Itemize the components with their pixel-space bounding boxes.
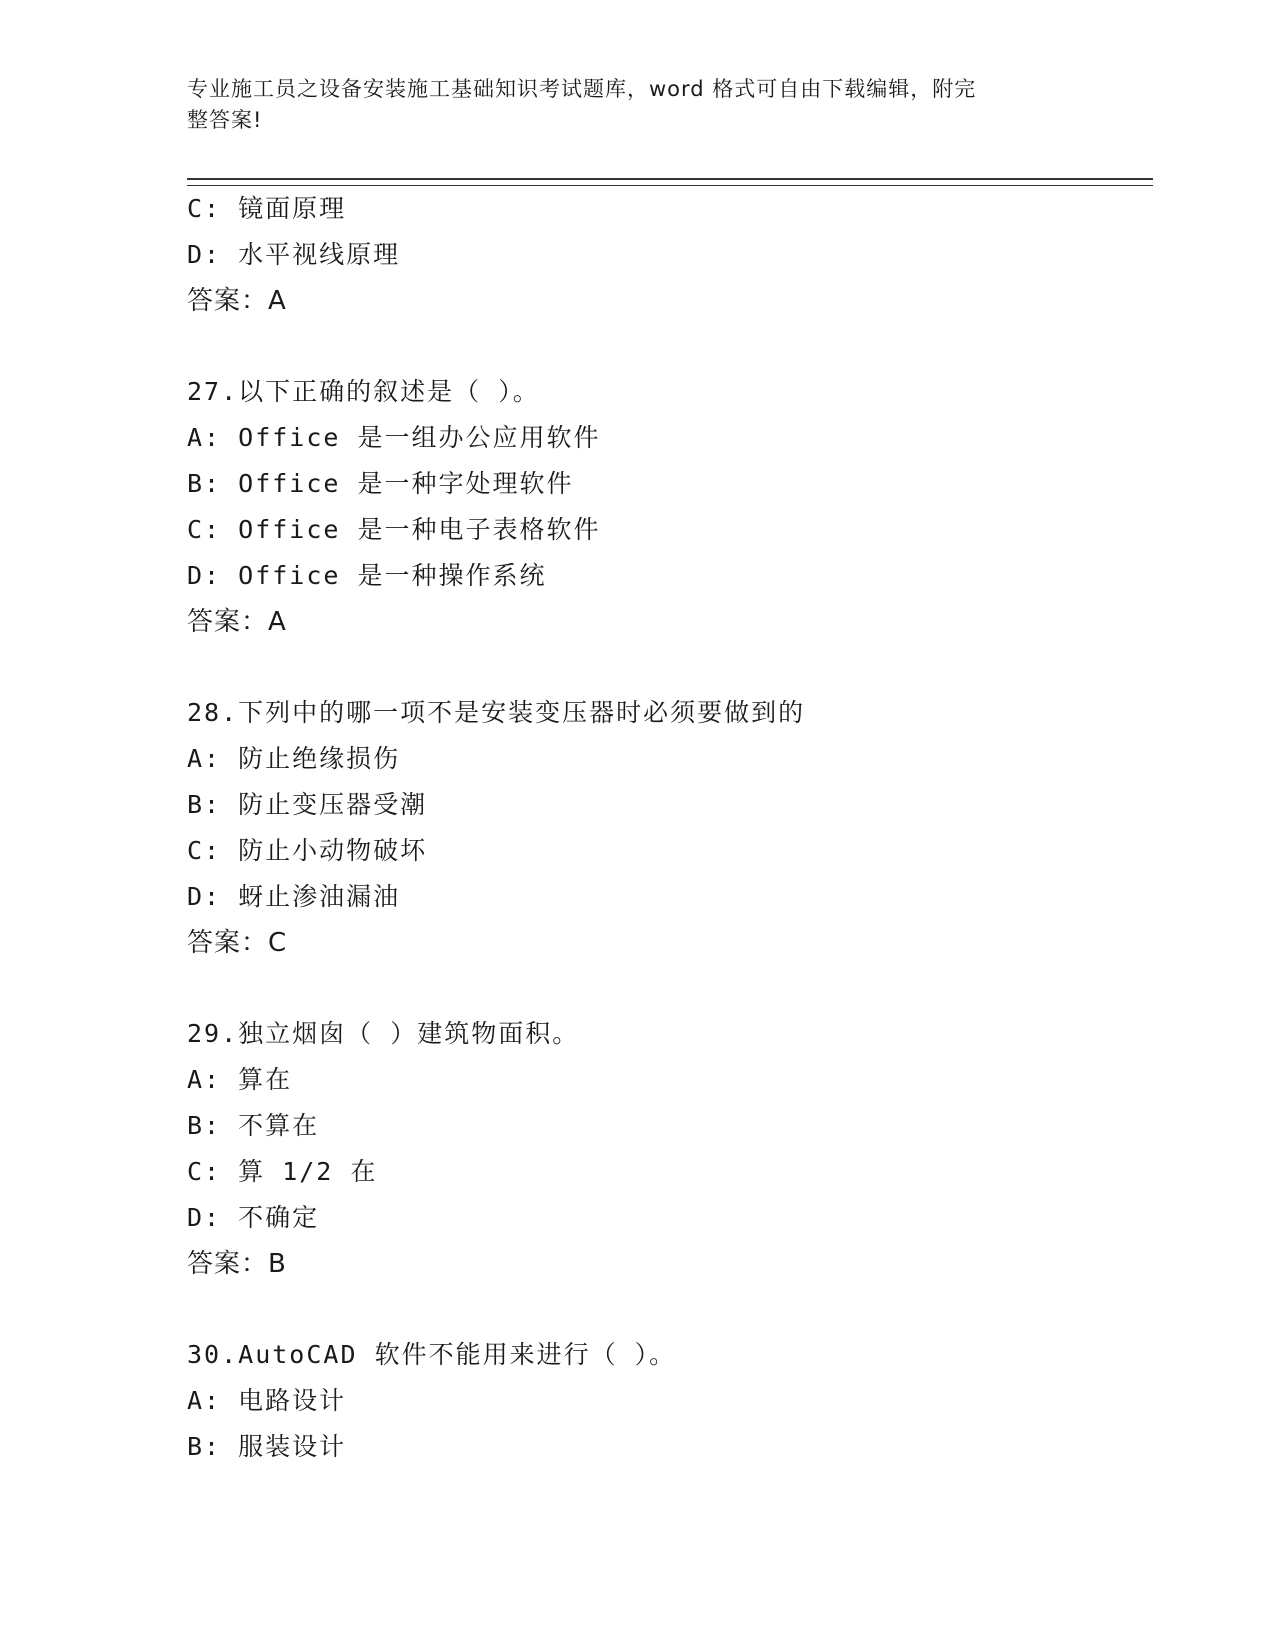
- option-c: C: Office 是一种电子表格软件: [187, 515, 601, 544]
- question-stem: 28.下列中的哪一项不是安装变压器时必须要做到的: [187, 698, 806, 727]
- question-stem: 29.独立烟囱（ ）建筑物面积。: [187, 1019, 580, 1048]
- option-b: B: 防止变压器受潮: [187, 790, 428, 819]
- question-30: [187, 1332, 1153, 1470]
- option-a: A: 防止绝缘损伤: [187, 744, 401, 773]
- question-stem: 27.以下正确的叙述是（ ）。: [187, 377, 540, 406]
- header-line-2: 整答案!: [187, 108, 263, 132]
- question-list: [187, 186, 1153, 1470]
- header-line-1: 专业施工员之设备安装施工基础知识考试题库，word 格式可自由下载编辑，附完: [187, 77, 977, 101]
- option-d: D: Office 是一种操作系统: [187, 561, 547, 590]
- answer: 答案：A: [187, 607, 287, 637]
- question-27: [187, 369, 1153, 645]
- option-d: D: 不确定: [187, 1203, 320, 1232]
- option-b: B: 不算在: [187, 1111, 320, 1140]
- option-d: D: 水平视线原理: [187, 240, 401, 269]
- spacer: [187, 1287, 1153, 1332]
- answer: 答案：B: [187, 1249, 287, 1279]
- option-c: C: 算 1/2 在: [187, 1157, 378, 1186]
- question-stem: 30.AutoCAD 软件不能用来进行（ ）。: [187, 1340, 677, 1369]
- question-28: [187, 690, 1153, 966]
- spacer: [187, 645, 1153, 690]
- answer: 答案：C: [187, 928, 288, 958]
- question-29: [187, 1011, 1153, 1287]
- spacer: [187, 966, 1153, 1011]
- option-d: D: 蚜止渗油漏油: [187, 882, 401, 911]
- option-c: C: 镜面原理: [187, 194, 347, 223]
- header-divider: [187, 178, 1153, 186]
- option-b: B: Office 是一种字处理软件: [187, 469, 574, 498]
- option-a: A: 算在: [187, 1065, 293, 1094]
- option-a: A: Office 是一组办公应用软件: [187, 423, 601, 452]
- question-26-continuation: [187, 186, 1153, 324]
- option-c: C: 防止小动物破坏: [187, 836, 428, 865]
- option-a: A: 电路设计: [187, 1386, 347, 1415]
- document-header: [187, 74, 1067, 136]
- spacer: [187, 324, 1153, 369]
- answer: 答案：A: [187, 286, 287, 316]
- option-b: B: 服装设计: [187, 1432, 347, 1461]
